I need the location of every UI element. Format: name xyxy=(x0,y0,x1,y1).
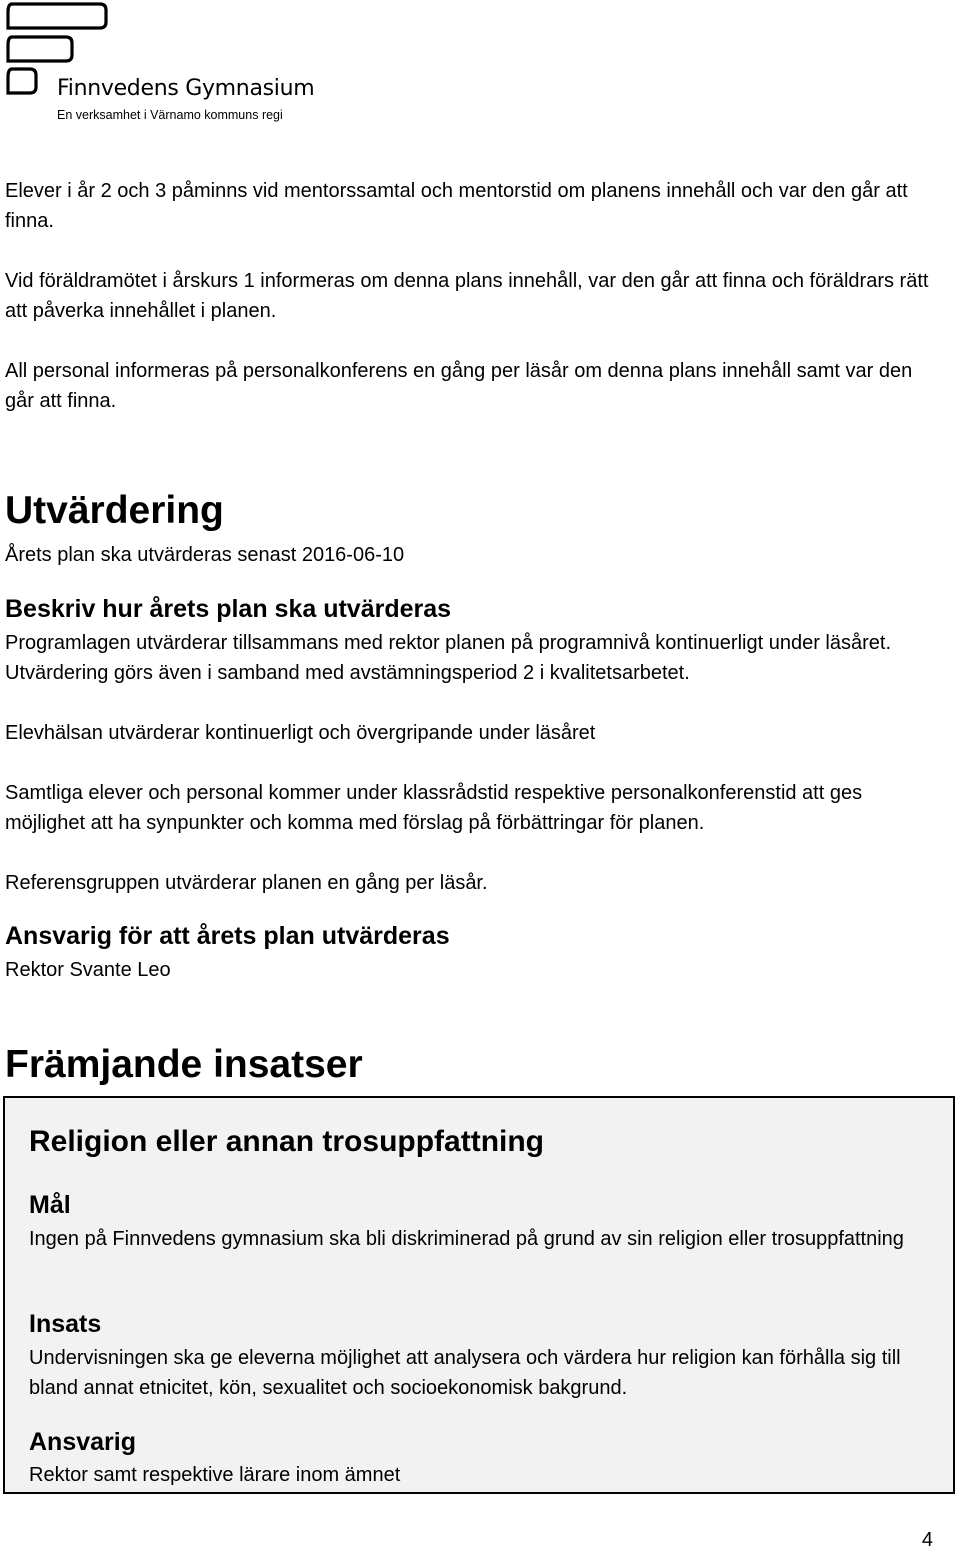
intro-paragraph-students: Elever i år 2 och 3 påminns vid mentorssamtal och mentorstid om planens innehåll och var den går att finna. xyxy=(5,180,908,232)
intro-paragraph-parents: Vid föräldramötet i årskurs 1 informeras om denna plans innehåll, var den går att finna och föräldrars rätt att påverka innehållet i planen. xyxy=(5,270,929,322)
evaluation-responsible: Rektor Svante Leo xyxy=(5,959,171,981)
action-text: Undervisningen ska ge eleverna möjlighet att analysera och värdera hur religion kan förhålla sig till bland annat etnicitet, kön, sexualitet och socioekonomisk bakgrund. xyxy=(29,1347,901,1399)
promotion-box-religion xyxy=(3,1096,955,1494)
logo-tagline: En verksamhet i Värnamo kommuns regi xyxy=(57,108,283,122)
evaluation-heading: Utvärdering xyxy=(5,489,224,532)
evaluation-how-paragraph-feedback: Samtliga elever och personal kommer under klassrådstid respektive personalkonferenstid att ges möjlighet att ha synpunkter och komma med förslag på förbättringar för planen. xyxy=(5,782,863,834)
intro-paragraph-staff: All personal informeras på personalkonferens en gång per läsår om denna plans innehåll samt var den går att finna. xyxy=(5,360,913,412)
goal-heading: Mål xyxy=(29,1191,71,1219)
responsible-text: Rektor samt respektive lärare inom ämnet xyxy=(29,1464,401,1486)
promotion-heading: Främjande insatser xyxy=(5,1043,363,1086)
action-heading: Insats xyxy=(29,1310,102,1338)
box-title: Religion eller annan trosuppfattning xyxy=(29,1125,545,1158)
page-number: 4 xyxy=(921,1529,933,1551)
school-logo xyxy=(0,0,340,130)
evaluation-how-paragraph-health: Elevhälsan utvärderar kontinuerligt och övergripande under läsåret xyxy=(5,722,596,744)
evaluation-how-paragraph-reference: Referensgruppen utvärderar planen en gång per läsår. xyxy=(5,872,488,894)
responsible-heading: Ansvarig xyxy=(29,1428,136,1456)
goal-text: Ingen på Finnvedens gymnasium ska bli diskriminerad på grund av sin religion eller trosuppfattning xyxy=(29,1228,904,1250)
evaluation-deadline: Årets plan ska utvärderas senast 2016-06-10 xyxy=(5,544,405,566)
evaluation-responsible-heading: Ansvarig för att årets plan utvärderas xyxy=(5,922,450,950)
evaluation-how-heading: Beskriv hur årets plan ska utvärderas xyxy=(5,595,452,623)
logo-name: Finnvedens Gymnasium xyxy=(57,76,315,101)
evaluation-how-paragraph-programs: Programlagen utvärderar tillsammans med rektor planen på programnivå kontinuerligt under läsåret. Utvärdering görs även i samband med avstämningsperiod 2 i kvalitetsarbetet. xyxy=(5,632,891,684)
